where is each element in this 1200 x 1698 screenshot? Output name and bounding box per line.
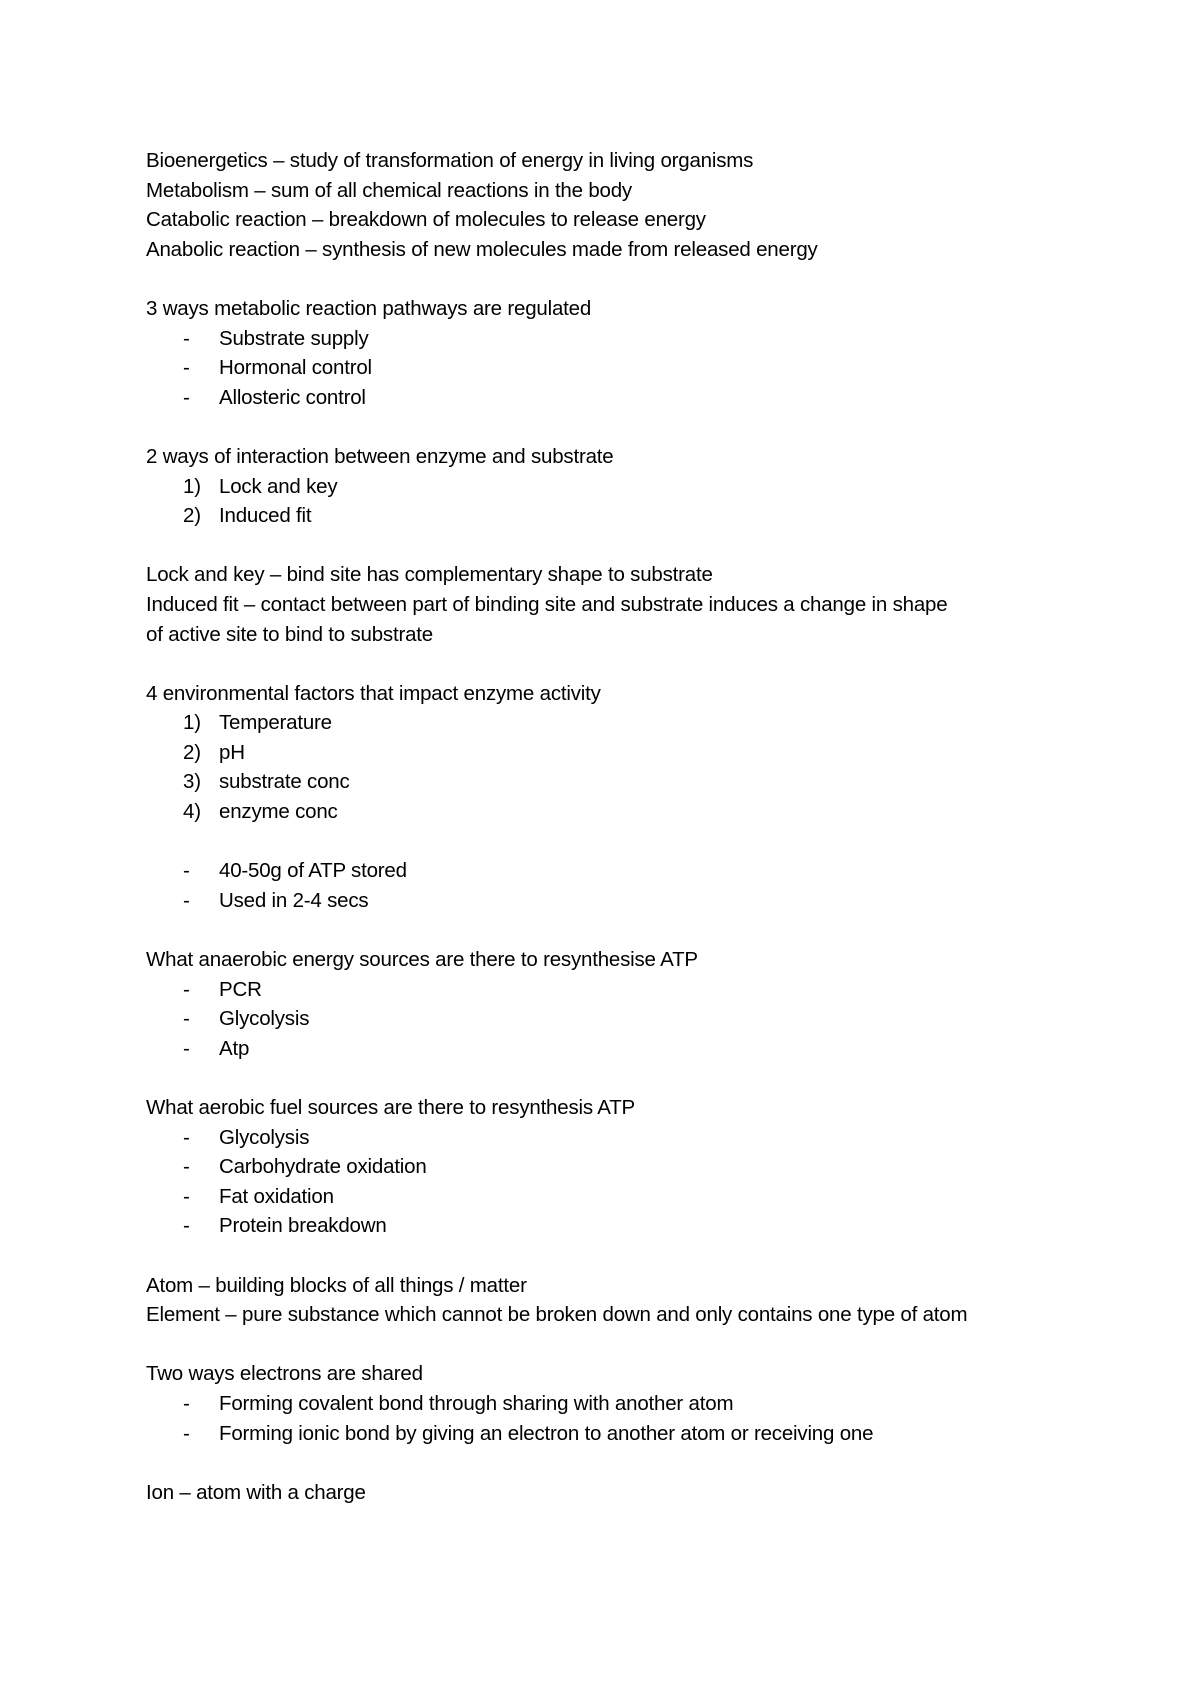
list-item: [146, 708, 1126, 738]
definitions-block-3: [146, 1271, 1126, 1330]
number-marker: 2): [183, 504, 201, 528]
document-body: [146, 146, 1126, 1507]
blank-line: [146, 412, 1126, 442]
aerobic-section: [146, 1093, 1126, 1241]
dash-marker: -: [183, 1036, 190, 1060]
section-heading: 2 ways of interaction between enzyme and substrate: [146, 444, 614, 468]
list-item: [146, 501, 1126, 531]
blank-line: [146, 827, 1126, 857]
list-item-text: Temperature: [219, 711, 332, 735]
dash-marker: -: [183, 1214, 190, 1238]
blank-line: [146, 1241, 1126, 1271]
number-marker: 1): [183, 711, 201, 735]
dash-marker: -: [183, 1155, 190, 1179]
definition-bioenergetics: Bioenergetics – study of transformation of energy in living organisms: [146, 149, 754, 172]
interaction-section: [146, 442, 1126, 531]
list-item: [146, 472, 1126, 502]
dash-marker: -: [183, 1184, 190, 1208]
list-item: [146, 738, 1126, 768]
section-heading: 4 environmental factors that impact enzyme activity: [146, 681, 601, 705]
dash-marker: -: [183, 1391, 190, 1415]
list-item-text: Hormonal control: [219, 356, 372, 380]
list-item-text: Allosteric control: [219, 385, 366, 409]
blank-line: [146, 1448, 1126, 1478]
list-item-text: Glycolysis: [219, 1007, 310, 1031]
list-item: [146, 886, 1126, 916]
list-item-text: Lock and key: [219, 474, 338, 498]
list-item: [146, 1419, 1126, 1449]
definition-lock-and-key: Lock and key – bind site has complementary shape to substrate: [146, 563, 713, 587]
list-item: [146, 1123, 1126, 1153]
number-marker: 3): [183, 770, 201, 794]
list-item-text: Used in 2-4 secs: [219, 888, 369, 912]
dash-marker: -: [183, 356, 190, 380]
definition-ion: Ion – atom with a charge: [146, 1480, 366, 1504]
definition-induced-fit-continued: of active site to bind to substrate: [146, 622, 433, 646]
list-item: [146, 1182, 1126, 1212]
list-item: [146, 1152, 1126, 1182]
regulation-section: [146, 294, 1126, 412]
definition-atom: Atom – building blocks of all things / matter: [146, 1273, 527, 1297]
list-item-text: 40-50g of ATP stored: [219, 859, 407, 883]
list-item: [146, 767, 1126, 797]
definition-catabolic: Catabolic reaction – breakdown of molecules to release energy: [146, 208, 706, 232]
list-item: [146, 1004, 1126, 1034]
section-heading: Two ways electrons are shared: [146, 1362, 423, 1386]
dash-marker: -: [183, 385, 190, 409]
number-marker: 4): [183, 800, 201, 824]
definition-induced-fit: Induced fit – contact between part of binding site and substrate induces a change in shape: [146, 592, 948, 616]
dash-marker: -: [183, 326, 190, 350]
definition-metabolism: Metabolism – sum of all chemical reactions in the body: [146, 178, 632, 202]
list-item-text: pH: [219, 740, 245, 764]
list-item-text: Fat oxidation: [219, 1184, 334, 1208]
section-heading: What aerobic fuel sources are there to resynthesis ATP: [146, 1096, 636, 1119]
blank-line: [146, 1330, 1126, 1360]
definitions-block-2: [146, 560, 1126, 649]
section-heading: 3 ways metabolic reaction pathways are regulated: [146, 296, 592, 320]
list-item-text: Forming ionic bond by giving an electron to another atom or receiving one: [219, 1421, 874, 1445]
definition-anabolic: Anabolic reaction – synthesis of new molecules made from released energy: [146, 237, 818, 261]
list-item: [146, 383, 1126, 413]
dash-marker: -: [183, 1125, 190, 1149]
atp-stored-section: [146, 856, 1126, 915]
definitions-block-1: [146, 146, 1126, 264]
environmental-section: [146, 679, 1126, 827]
anaerobic-section: [146, 945, 1126, 1063]
blank-line: [146, 649, 1126, 679]
list-item: [146, 797, 1126, 827]
list-item-text: Forming covalent bond through sharing with another atom: [219, 1391, 734, 1415]
dash-marker: -: [183, 977, 190, 1001]
dash-marker: -: [183, 1421, 190, 1445]
blank-line: [146, 264, 1126, 294]
number-marker: 2): [183, 740, 201, 764]
dash-marker: -: [183, 859, 190, 883]
list-item: [146, 1389, 1126, 1419]
list-item-text: Atp: [219, 1036, 250, 1060]
section-heading: What anaerobic energy sources are there to resynthesise ATP: [146, 948, 698, 972]
list-item-text: Carbohydrate oxidation: [219, 1155, 427, 1179]
blank-line: [146, 1063, 1126, 1093]
blank-line: [146, 531, 1126, 561]
blank-line: [146, 915, 1126, 945]
list-item-text: substrate conc: [219, 770, 350, 794]
list-item-text: Glycolysis: [219, 1125, 310, 1149]
list-item: [146, 975, 1126, 1005]
number-marker: 1): [183, 474, 201, 498]
list-item: [146, 856, 1126, 886]
definition-element: Element – pure substance which cannot be broken down and only contains one type of atom: [146, 1303, 968, 1327]
list-item: [146, 1034, 1126, 1064]
list-item-text: Induced fit: [219, 504, 312, 528]
dash-marker: -: [183, 888, 190, 912]
list-item-text: enzyme conc: [219, 800, 338, 824]
list-item: [146, 353, 1126, 383]
list-item-text: Protein breakdown: [219, 1214, 387, 1238]
dash-marker: -: [183, 1007, 190, 1031]
list-item-text: PCR: [219, 977, 262, 1001]
electrons-section: [146, 1359, 1126, 1448]
list-item: [146, 1211, 1126, 1241]
list-item-text: Substrate supply: [219, 326, 369, 350]
list-item: [146, 324, 1126, 354]
